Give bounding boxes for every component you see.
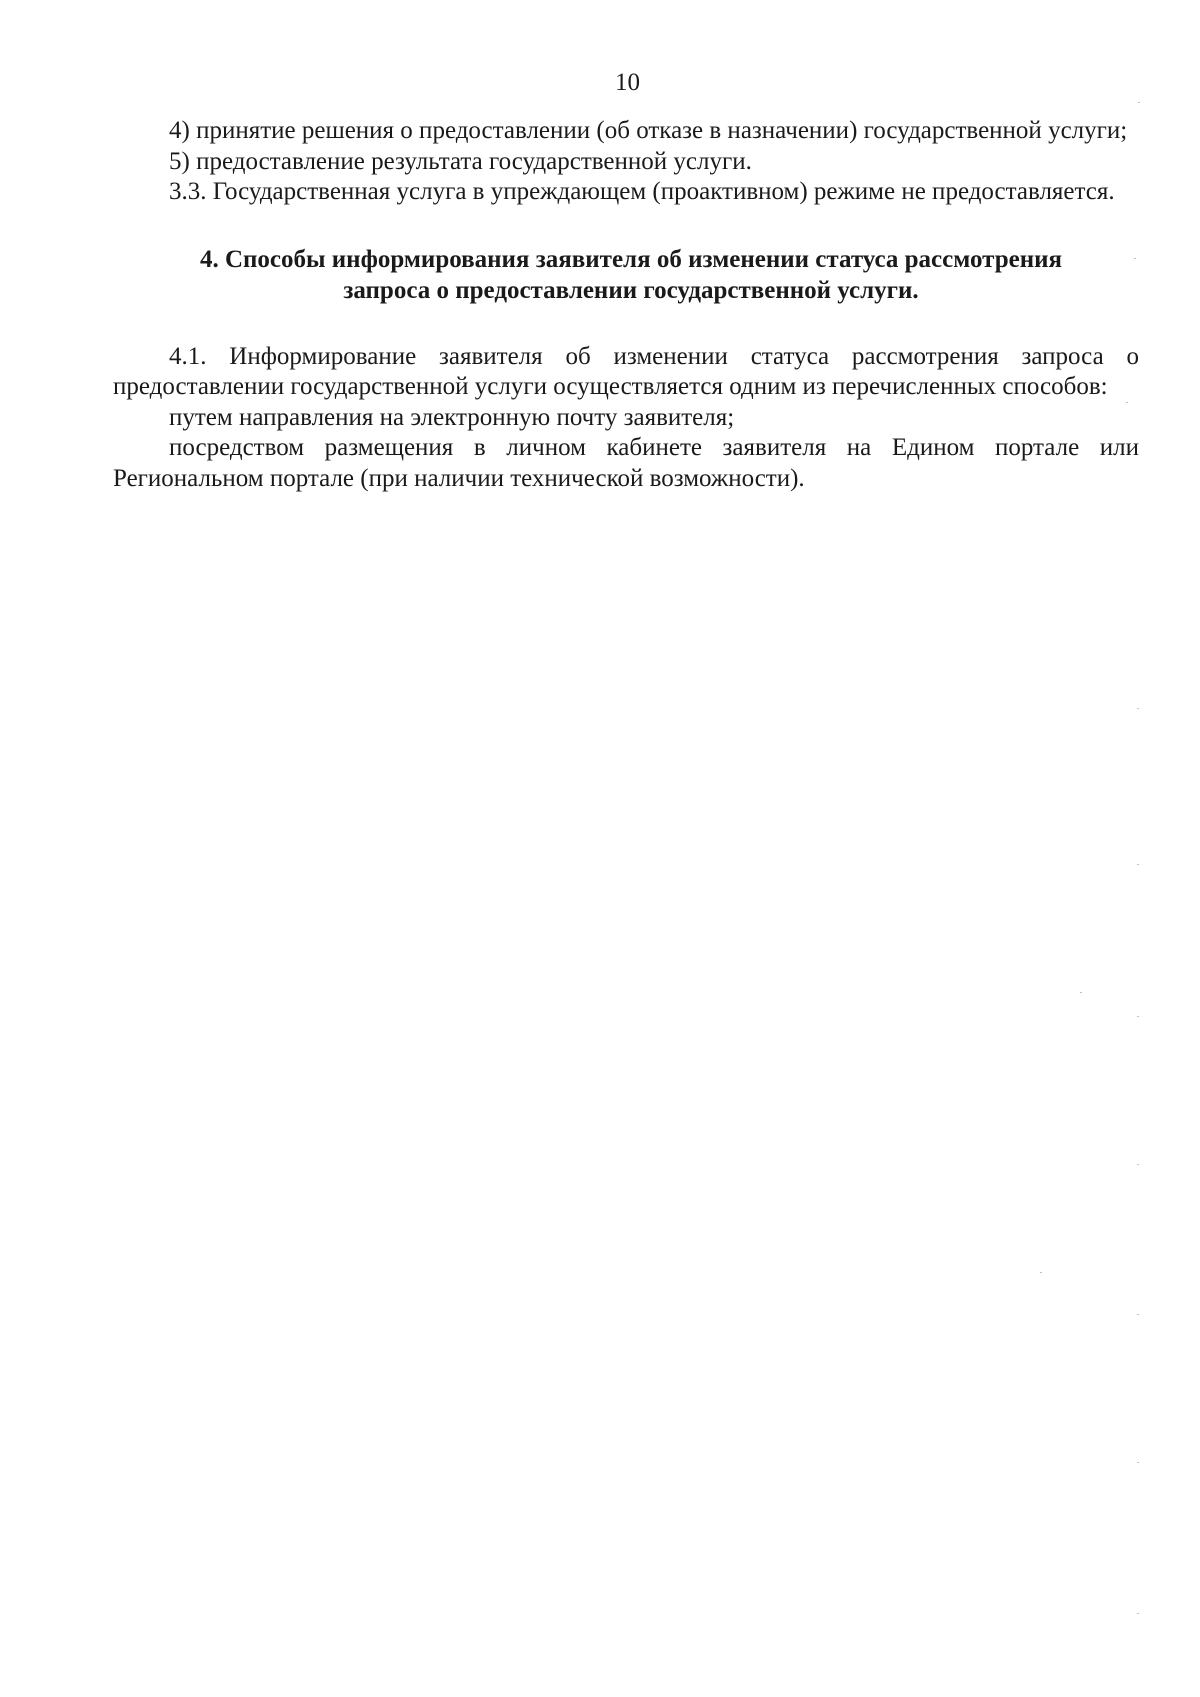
section-heading-line-1: 4. Способы информирования заявителя об изменении статуса рассмотрения xyxy=(199,245,1063,273)
spacer xyxy=(113,306,1139,342)
document-body xyxy=(113,116,1139,494)
paragraph-method-email: путем направления на электронную почту заявителя; xyxy=(169,403,735,431)
section-heading xyxy=(113,244,1139,306)
section-heading-line-2: запроса о предоставлении государственной услуги. xyxy=(343,276,919,304)
page-number: 10 xyxy=(615,69,640,96)
paragraph-item-5: 5) предоставление результата государственной услуги. xyxy=(169,147,752,175)
paragraph-method-portal: посредством размещения в личном кабинете заявителя на Едином портале или Региональном портале (при наличии технической возможности). xyxy=(113,434,1139,492)
paragraph-3-3: 3.3. Государственная услуга в упреждающем (проактивном) режиме не предоставляется. xyxy=(169,178,1115,205)
spacer xyxy=(113,208,1139,244)
paragraph-item-4: 4) принятие решения о предоставлении (об отказе в назначении) государственной услуги; xyxy=(169,117,1128,144)
paragraph-4-1: 4.1. Информирование заявителя об изменении статуса рассмотрения запроса о предоставлении государственной услуги осуществляется одним из перечисленных способов: xyxy=(113,342,1139,400)
